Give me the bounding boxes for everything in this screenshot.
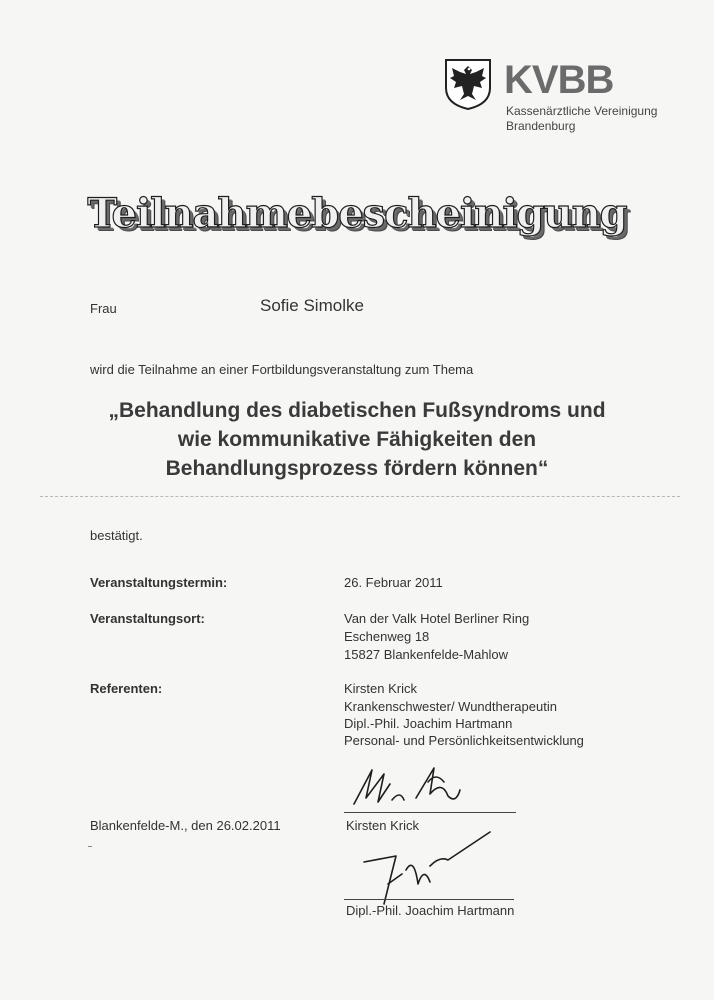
speaker-line: Personal- und Persönlichkeitsentwicklung <box>344 733 584 748</box>
org-name-line2: Brandenburg <box>506 119 576 133</box>
speakers-label: Referenten: <box>90 681 163 696</box>
signature-line <box>344 899 514 900</box>
place-label: Veranstaltungsort: <box>90 611 205 626</box>
signature-caption: Dipl.-Phil. Joachim Hartmann <box>346 903 515 918</box>
signature-line <box>344 812 516 813</box>
fold-line <box>40 496 680 497</box>
topic-line: „Behandlung des diabetischen Fußsyndroms und <box>108 399 606 422</box>
speaker-line: Kirsten Krick <box>344 681 417 696</box>
topic-block <box>0 396 714 483</box>
topic-line: Behandlungsprozess fördern können“ <box>165 457 549 480</box>
place-line: 15827 Blankenfelde-Mahlow <box>344 647 509 662</box>
brandenburg-eagle-icon <box>444 58 492 110</box>
salutation: Frau <box>90 301 117 316</box>
date-label: Veranstaltungstermin: <box>90 575 228 590</box>
place-date: Blankenfelde-M., den 26.02.2011 <box>90 818 281 833</box>
certificate-title: Teilnahmebescheinigung <box>87 190 627 237</box>
date-value: 26. Februar 2011 <box>344 575 443 590</box>
margin-mark <box>88 846 92 847</box>
kvbb-logo-text: KVBB <box>504 58 614 102</box>
recipient-name: Sofie Simolke <box>260 296 364 315</box>
place-line: Eschenweg 18 <box>344 629 430 644</box>
speaker-line: Dipl.-Phil. Joachim Hartmann <box>344 716 513 731</box>
intro-text: wird die Teilnahme an einer Fortbildungsveranstaltung zum Thema <box>90 362 474 377</box>
signature-krick <box>344 760 474 815</box>
topic-line: wie kommunikative Fähigkeiten den <box>177 428 537 451</box>
place-line: Van der Valk Hotel Berliner Ring <box>344 611 530 626</box>
confirmed-text: bestätigt. <box>90 528 143 543</box>
signature-caption: Kirsten Krick <box>346 818 419 833</box>
speaker-line: Krankenschwester/ Wundtherapeutin <box>344 699 557 714</box>
org-name-line1: Kassenärztliche Vereinigung <box>506 104 658 118</box>
